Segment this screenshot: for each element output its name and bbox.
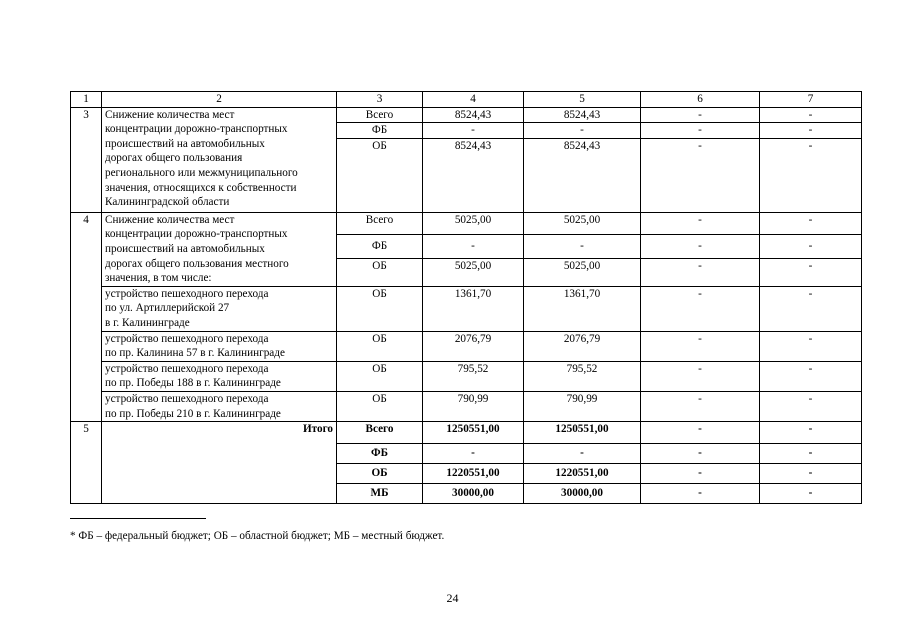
- value-col6: -: [641, 212, 760, 234]
- name-line: по пр. Победы 210 в г. Калининграде: [105, 407, 281, 420]
- value-col5: 2076,79: [524, 331, 641, 361]
- value-col5: -: [524, 444, 641, 464]
- value-col4: 5025,00: [423, 258, 524, 286]
- value-col5: 1250551,00: [524, 422, 641, 444]
- value-col4: 8524,43: [423, 107, 524, 123]
- subitem-name: [102, 331, 337, 361]
- funding-source: ОБ: [337, 391, 423, 421]
- name-line: Снижение количества мест: [105, 108, 235, 121]
- measure-name: [102, 212, 337, 286]
- footnote-separator: [70, 518, 206, 519]
- funding-source: ФБ: [337, 444, 423, 464]
- value-col5: 30000,00: [524, 484, 641, 504]
- table-header-row: [71, 92, 862, 108]
- table-row: [71, 361, 862, 391]
- header-cell: 7: [760, 92, 862, 108]
- value-col7: -: [760, 464, 862, 484]
- value-col6: -: [641, 331, 760, 361]
- value-col6: -: [641, 234, 760, 258]
- name-line: в г. Калининграде: [105, 316, 190, 329]
- value-col6: -: [641, 258, 760, 286]
- footnote: * ФБ – федеральный бюджет; ОБ – областной бюджет; МБ – местный бюджет.: [70, 530, 445, 542]
- value-col4: 30000,00: [423, 484, 524, 504]
- name-line: устройство пешеходного перехода: [105, 287, 269, 300]
- funding-source: ОБ: [337, 286, 423, 331]
- total-label: Итого: [102, 422, 337, 504]
- row-number: 5: [71, 422, 102, 504]
- subitem-name: [102, 286, 337, 331]
- name-line: концентрации дорожно-транспортных: [105, 123, 288, 136]
- name-line: значения, относящихся к собственности: [105, 181, 297, 194]
- name-line: по пр. Калинина 57 в г. Калининграде: [105, 347, 285, 360]
- subitem-name: [102, 361, 337, 391]
- name-line: устройство пешеходного перехода: [105, 362, 269, 375]
- value-col7: -: [760, 138, 862, 212]
- value-col7: -: [760, 444, 862, 464]
- header-cell: 4: [423, 92, 524, 108]
- funding-source: ОБ: [337, 464, 423, 484]
- name-line: концентрации дорожно-транспортных: [105, 228, 288, 241]
- value-col7: -: [760, 331, 862, 361]
- value-col7: -: [760, 107, 862, 123]
- value-col4: 2076,79: [423, 331, 524, 361]
- table-row: [71, 286, 862, 331]
- page-number: 24: [446, 591, 459, 605]
- value-col5: 5025,00: [524, 258, 641, 286]
- budget-table: [70, 91, 862, 504]
- value-col4: 1220551,00: [423, 464, 524, 484]
- value-col4: 1250551,00: [423, 422, 524, 444]
- table-row: [71, 212, 862, 234]
- value-col6: -: [641, 286, 760, 331]
- value-col6: -: [641, 138, 760, 212]
- row-number: 4: [71, 212, 102, 421]
- name-line: происшествий на автомобильных: [105, 242, 265, 255]
- value-col5: 795,52: [524, 361, 641, 391]
- value-col5: 8524,43: [524, 138, 641, 212]
- name-line: Калининградской области: [105, 196, 230, 209]
- value-col7: -: [760, 234, 862, 258]
- value-col5: 8524,43: [524, 107, 641, 123]
- name-line: по пр. Победы 188 в г. Калининграде: [105, 377, 281, 390]
- name-line: по ул. Артиллерийской 27: [105, 302, 230, 315]
- funding-source: ОБ: [337, 258, 423, 286]
- funding-source: ФБ: [337, 123, 423, 139]
- name-line: устройство пешеходного перехода: [105, 332, 269, 345]
- funding-source: Всего: [337, 107, 423, 123]
- value-col7: -: [760, 123, 862, 139]
- value-col4: 5025,00: [423, 212, 524, 234]
- funding-source: Всего: [337, 422, 423, 444]
- table-row: [71, 422, 862, 444]
- header-cell: 6: [641, 92, 760, 108]
- value-col7: -: [760, 212, 862, 234]
- value-col4: 1361,70: [423, 286, 524, 331]
- header-cell: 1: [71, 92, 102, 108]
- value-col5: 1220551,00: [524, 464, 641, 484]
- name-line: Снижение количества мест: [105, 213, 235, 226]
- value-col6: -: [641, 464, 760, 484]
- name-line: дорогах общего пользования: [105, 152, 243, 165]
- header-cell: 2: [102, 92, 337, 108]
- name-line: устройство пешеходного перехода: [105, 392, 269, 405]
- value-col7: -: [760, 484, 862, 504]
- value-col7: -: [760, 391, 862, 421]
- value-col4: 795,52: [423, 361, 524, 391]
- value-col6: -: [641, 391, 760, 421]
- value-col5: -: [524, 123, 641, 139]
- value-col4: -: [423, 123, 524, 139]
- value-col6: -: [641, 107, 760, 123]
- value-col4: -: [423, 444, 524, 464]
- row-number: 3: [71, 107, 102, 212]
- funding-source: ФБ: [337, 234, 423, 258]
- value-col5: 1361,70: [524, 286, 641, 331]
- table-row: [71, 107, 862, 123]
- value-col7: -: [760, 258, 862, 286]
- value-col6: -: [641, 484, 760, 504]
- value-col4: 8524,43: [423, 138, 524, 212]
- name-line: регионального или межмуниципального: [105, 166, 298, 179]
- measure-name: [102, 107, 337, 212]
- table-row: [71, 331, 862, 361]
- value-col5: 5025,00: [524, 212, 641, 234]
- value-col6: -: [641, 422, 760, 444]
- funding-source: ОБ: [337, 331, 423, 361]
- value-col5: 790,99: [524, 391, 641, 421]
- value-col7: -: [760, 422, 862, 444]
- funding-source: ОБ: [337, 138, 423, 212]
- value-col6: -: [641, 123, 760, 139]
- table-row: [71, 391, 862, 421]
- value-col7: -: [760, 361, 862, 391]
- funding-source: Всего: [337, 212, 423, 234]
- name-line: дорогах общего пользования местного: [105, 257, 289, 270]
- funding-source: МБ: [337, 484, 423, 504]
- header-cell: 5: [524, 92, 641, 108]
- value-col7: -: [760, 286, 862, 331]
- header-cell: 3: [337, 92, 423, 108]
- name-line: происшествий на автомобильных: [105, 137, 265, 150]
- value-col4: -: [423, 234, 524, 258]
- value-col6: -: [641, 361, 760, 391]
- name-line: значения, в том числе:: [105, 272, 212, 285]
- value-col4: 790,99: [423, 391, 524, 421]
- funding-source: ОБ: [337, 361, 423, 391]
- value-col6: -: [641, 444, 760, 464]
- subitem-name: [102, 391, 337, 421]
- value-col5: -: [524, 234, 641, 258]
